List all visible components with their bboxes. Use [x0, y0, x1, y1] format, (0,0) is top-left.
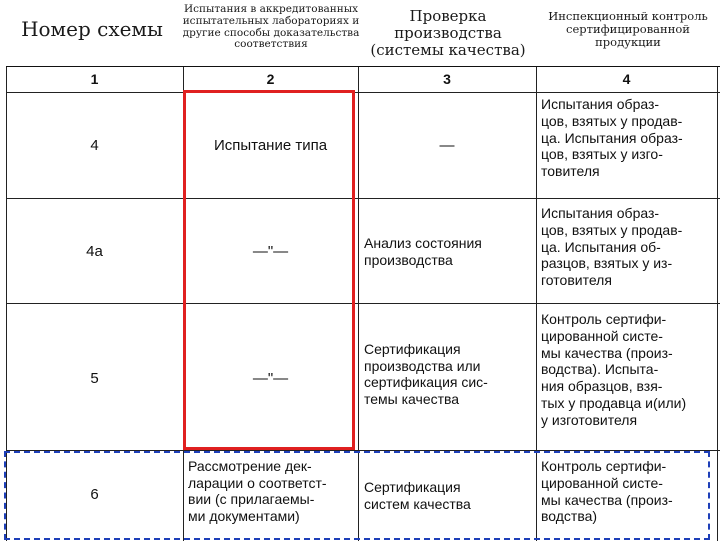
scheme-number: 6 [90, 486, 99, 503]
production-line: — [439, 137, 455, 154]
inspection-line: ца. Испытания об- [541, 238, 661, 255]
production-line: темы качества [364, 390, 460, 407]
tests-line: Испытание типа [213, 137, 328, 154]
inspection-line: цов, взятых у продав- [541, 112, 683, 129]
tests-line: —"— [252, 370, 289, 387]
column-divider [717, 67, 718, 541]
production-line: Сертификация [364, 341, 461, 357]
column-number: 1 [90, 71, 99, 87]
header-lab-tests [178, 4, 364, 51]
row-divider [6, 92, 720, 93]
inspection-line: у изготовителя [541, 411, 638, 428]
inspection-line: мы качества (произ- [541, 491, 673, 508]
header-inspection-line: Инспекционный контроль [548, 9, 708, 23]
inspection-line: ния образцов, взя- [541, 378, 663, 395]
header-lab-tests-line: соответствия [234, 38, 308, 51]
scheme-number: 4а [86, 243, 103, 260]
production-line: Анализ состояния [364, 235, 482, 251]
inspection-line: цов, взятых у изго- [541, 146, 663, 163]
tests-line: Рассмотрение дек- [188, 458, 312, 474]
inspection-line: тых у продавца и(или) [541, 394, 687, 411]
inspection-line: готовителя [541, 272, 612, 289]
header-scheme-number: Номер схемы [21, 17, 163, 41]
inspection-line: мы качества (произ- [541, 344, 673, 361]
inspection-line: Контроль сертифи- [541, 311, 667, 327]
inspection-line: Испытания образ- [541, 96, 660, 112]
scheme-number: 5 [90, 370, 99, 387]
tests-line: ларации о соответст- [188, 474, 327, 491]
inspection-line: ца. Испытания образ- [541, 129, 683, 146]
tests-line: вии (с прилагаемы- [188, 491, 315, 508]
header-inspection-line: сертифицированной продукции [566, 21, 690, 49]
inspection-line: цированной систе- [541, 327, 663, 344]
inspection-line: водства). Испыта- [541, 361, 659, 378]
row-divider [6, 198, 720, 199]
production-line: производства [364, 251, 453, 268]
tests-line: ми документами) [188, 507, 300, 524]
header-lab-tests-line: другие способы доказательства [182, 26, 360, 39]
production-line: производства или [364, 357, 481, 374]
header-lab-tests-line: испытательных лабораториях и [182, 14, 360, 27]
scheme-number: 4 [90, 137, 99, 154]
inspection-cell [541, 96, 717, 180]
column-number: 3 [443, 71, 451, 87]
production-cell [358, 137, 536, 154]
header-production-check [358, 8, 538, 58]
production-line: сертификация сис- [364, 374, 488, 391]
inspection-line: разцов, взятых у из- [541, 255, 673, 272]
production-cell [364, 341, 536, 407]
inspection-line: товителя [541, 163, 600, 180]
row-divider [6, 303, 720, 304]
inspection-cell [541, 311, 717, 429]
header-lab-tests-line: Испытания в аккредитованных [183, 3, 359, 15]
inspection-line: цированной систе- [541, 474, 663, 491]
inspection-line: Контроль сертифи- [541, 458, 667, 474]
inspection-line: водства) [541, 508, 598, 525]
highlight-frame-scheme-6-row [4, 451, 710, 540]
header-production-line: Проверка производства [394, 7, 502, 42]
column-number: 4 [622, 71, 631, 87]
highlight-frame-tests-column [183, 90, 355, 450]
inspection-cell [541, 205, 717, 289]
tests-line: —"— [252, 243, 289, 260]
header-inspection-control [536, 10, 720, 49]
column-number: 2 [266, 71, 275, 87]
inspection-line: цов, взятых у продав- [541, 221, 683, 238]
production-line: Сертификация [364, 479, 461, 495]
inspection-line: Испытания образ- [541, 205, 660, 221]
production-line: систем качества [364, 495, 471, 512]
production-cell [364, 235, 536, 268]
header-production-line: (системы качества) [370, 40, 526, 59]
